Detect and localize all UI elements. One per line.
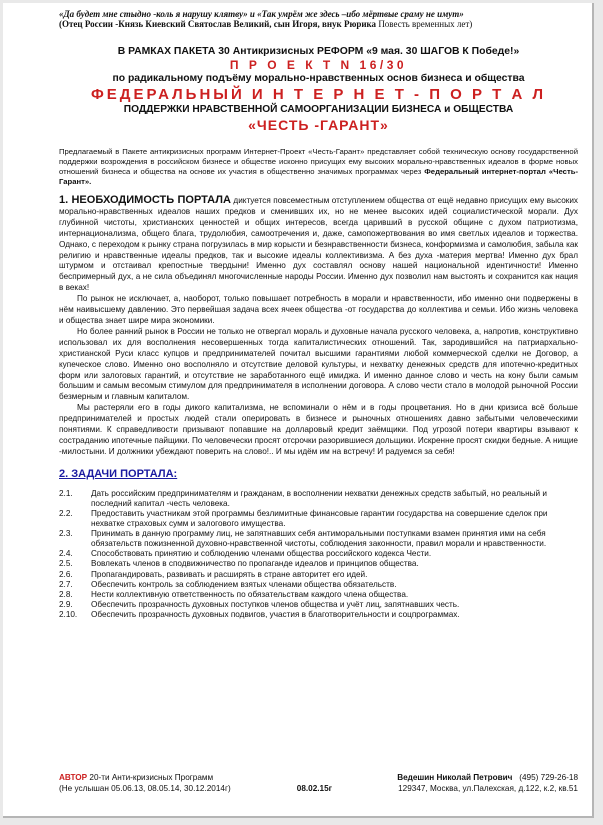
section1-title: 1. НЕОБХОДИМОСТЬ ПОРТАЛА — [59, 194, 231, 206]
task-item — [59, 559, 578, 569]
section1-paragraph-1 — [59, 195, 578, 294]
section2-title: 2. ЗАДАЧИ ПОРТАЛА: — [59, 467, 178, 480]
footer-author-text: 20-ти Анти-кризисных Программ — [87, 773, 214, 782]
task-number: 2.10. — [59, 609, 78, 619]
footer-row-1 — [59, 773, 578, 784]
section1-p1-text: диктуется повсеместным отступлением общества от ещё недавно присущих ему высоких морально-нравственных идеалов наших предков и сменивших их, но не менее высоких идей социалистической морали. Дух глубинной чистоты, христианских ценностей и общих интересов, всегда царивший в русской общине с духом патриотизма, интернационализма, общего блага, трудолюбия, самоотречения и, даже, самопожертвования во имя светлых идеалов и торжества. Однако, с переходом к рынку страна погрузилась в мир корысти и безнравственности бизнеса, конформизма и самолюбия, забыла как религию и нравственные идеалы предков, так и высокие идеалы коллективизма. А без духа -материя мертва! Именно дух брал штурмом и отстаивал крепостные твердыни! Именно дух составлял основу нашей национальной идентичности! Именно беспримерный дух, а не сила объединял многочисленные народы России. Именно дух позволил нам выстоять и сохранится как нация в веках! — [59, 196, 578, 293]
task-number: 2.8. — [59, 589, 73, 599]
task-number: 2.9. — [59, 599, 73, 609]
header-portal-name: «ЧЕСТЬ -ГАРАНТ» — [248, 117, 389, 133]
task-number: 2.7. — [59, 579, 73, 589]
task-number: 2.2. — [59, 508, 73, 518]
tasks-list — [59, 489, 578, 620]
footer-phone: (495) 729-26-18 — [519, 773, 578, 782]
task-text: Способствовать принятию и соблюдению членами общества российского кодекса Чести. — [91, 549, 432, 559]
task-item — [59, 600, 578, 610]
task-number: 2.3. — [59, 529, 73, 539]
task-number: 2.4. — [59, 549, 73, 559]
task-number: 2.6. — [59, 569, 73, 579]
task-item — [59, 549, 578, 559]
task-item — [59, 570, 578, 580]
footer-address: 129347, Москва, ул.Палехская, д.122, к.2, кв.51 — [398, 783, 578, 793]
task-text: Пропагандировать, развивать и расширять в стране авторитет его идей. — [91, 569, 368, 579]
header-support-line: ПОДДЕРЖКИ НРАВСТВЕННОЙ САМООРГАНИЗАЦИИ БИЗНЕСА и ОБЩЕСТВА — [123, 104, 514, 115]
task-text: Дать российским предпринимателям и гражданам, в восполнении нехватки денежных средств забытый, но реальный и последний капитал -честь человека. — [91, 488, 547, 508]
document-page — [3, 3, 594, 818]
section1-paragraph-2: По рынок не исключает, а, наоборот, только повышает потребность в морали и нравственности, ибо именно они подвержены в нём наивысшему давлению. Это первейшая задача всех ячеек общества -от государства до коллектива и семьи. Ибо жизнь человека и общества знает шире мира экономики. — [59, 294, 578, 325]
footer-date: 08.02.15г — [296, 783, 333, 793]
task-item — [59, 489, 578, 509]
task-item — [59, 590, 578, 600]
task-text: Обеспечить прозрачность духовных поступков членов общества и учёт лиц, запятнавших честь. — [91, 599, 460, 609]
footer — [59, 773, 578, 794]
task-text: Обеспечить прозрачность духовных подвигов, участия в благотворительности и соцпрограммах. — [91, 609, 460, 619]
section1-paragraph-4: Мы растеряли его в годы дикого капитализма, не вспоминали о нём и в годы процветания. Но в дни кризиса всё больше предпринимателей и простых людей стали оперировать в бизнесе и рыночных отношениях давно забытыми человеческими понятиями. К справедливости призывают попавшие на долларовый кредит заёмщики. Под угрозой потери квартиры взывают к состраданию ипотечные пайщики. По человечески просят отсрочки разорившиеся дольщики. Искренне просят скидки бедные. А нищие -милостыни. И должники убеждают поверить на слово!.. И мы идём им на встречу! И радуемся за себя! — [59, 403, 578, 456]
footer-author — [59, 773, 213, 784]
header-package-line: В РАМКАХ ПАКЕТА 30 Антикризисных РЕФОРМ «9 мая. 30 ШАГОВ К Победе!» — [117, 46, 520, 57]
intro-text: Предлагаемый в Пакете антикризисных программ Интернет-Проект «Честь-Гарант» представляет собой техническую основу государственной поддержки возрождения в российском бизнесе и обществе исконно присущих ему высоких морально-нравственных идеалов в форме новых отношений бизнеса и общества на основе их участия в общественно значимых программах через — [59, 147, 578, 176]
task-item — [59, 509, 578, 529]
task-text: Вовлекать членов в сподвижничество по пропаганде идеалов и принципов общества. — [91, 559, 419, 569]
section-necessity — [59, 195, 578, 458]
intro-paragraph — [59, 147, 578, 187]
task-item — [59, 529, 578, 549]
epigraph-source-bold: (Отец России -Князь Киевский Святослав Великий, сын Игоря, внук Рюрика — [59, 19, 377, 29]
footer-name: Ведешин Николай Петрович — [397, 773, 513, 782]
task-number: 2.5. — [59, 559, 73, 569]
epigraph-source-rest: Повесть временных лет) — [376, 19, 473, 29]
epigraph-source — [59, 19, 578, 29]
epigraph-quote: «Да будет мне стыдно -коль я нарушу клятву» и «Так умрём же здесь –ибо мёртвые сраму не имут» — [59, 9, 464, 19]
task-text: Предоставить участникам этой программы безлимитные финансовые гарантии государства на совершение сделок при нехватке страховых сумм и залогового имущества. — [91, 508, 548, 529]
header-project-number: П Р О Е К Т N 16/30 — [229, 58, 408, 72]
task-number: 2.1. — [59, 488, 73, 498]
footer-contact — [397, 773, 578, 784]
task-text: Принимать в данную программу лиц, не запятнавших себя антиморальными поступками взамен принятия ими на себя обязательств пожизненной духовно-нравственной чистоты, соблюдения законности, правил морали и нравственности. — [91, 529, 547, 549]
header-purpose-line: по радикальному подъёму морально-нравственных основ бизнеса и общества — [112, 73, 525, 84]
task-item — [59, 580, 578, 590]
task-item — [59, 610, 578, 620]
footer-not-heard: (Не услышан 05.06.13, 08.05.14, 30.12.2014г) — [59, 783, 231, 793]
intro-bold: Федеральный интернет-портал «Честь-Гарант». — [59, 167, 578, 186]
footer-row-2 — [59, 784, 578, 795]
section1-paragraph-3: Но более ранний рынок в России не только не отвергал мораль и духовные начала русского человека, а, напротив, конструктивно использовал их для восполнения несовершенных тогда капиталистических отношений. Так, зародившийся на патриархально-христианской Руси класс купцов и предпринимателей почитал высшими гарантиями любой коммерческой сделки не Договор, а купеческое слово. Именно оно восполняло и отсутствие деловой культуры, и нехватку денежных средств для ипотечно-кредитных форм или залоговых гарантий, и отсутствие не заработанного ещё имиджа. И именно данное слово и честь на кону были самым большим и самым весомым стимулом для предпринимателя в исполнении договора. А слово чести стало в молодой рыночной России безмерным и главным капиталом. — [59, 326, 578, 402]
task-text: Обеспечить контроль за соблюдением взятых членами общества обязательств. — [91, 579, 397, 589]
task-text: Нести коллективную ответственность по обязательствам каждого члена общества. — [91, 589, 409, 599]
footer-author-label: АВТОР — [59, 773, 88, 782]
header-federal-portal: ФЕДЕРАЛЬНЫЙ И Н Т Е Р Н Е Т - П О Р Т А Л — [90, 86, 547, 103]
